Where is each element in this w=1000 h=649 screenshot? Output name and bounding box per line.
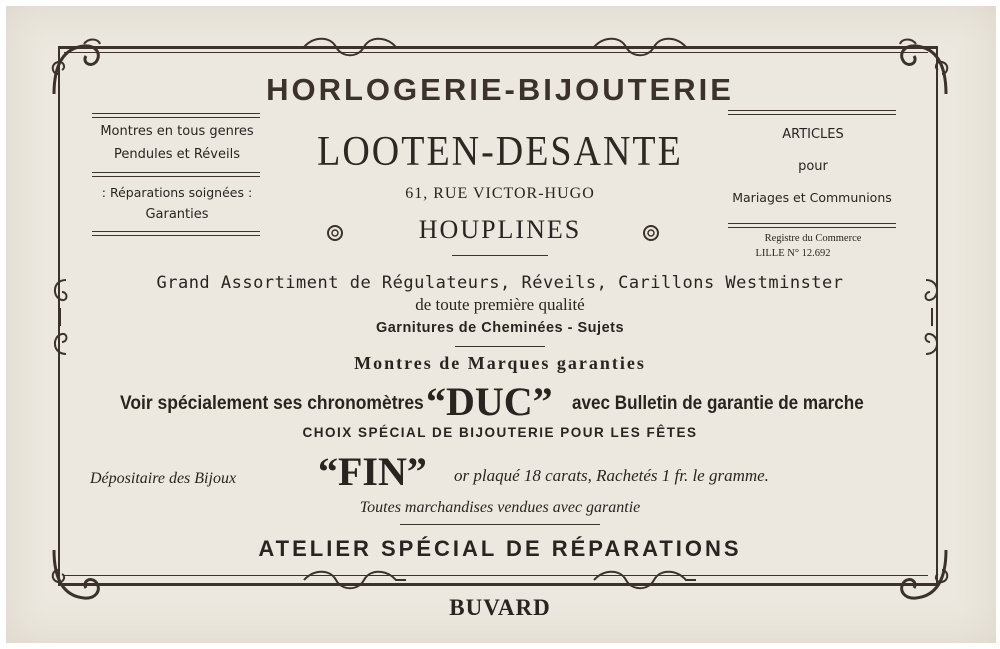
watches-line: Montres de Marques garanties [354,353,646,373]
registry-line-1: Registre du Commerce [764,233,862,244]
duc-suffix: avec Bulletin de garantie de marche [572,393,864,414]
fin-suffix: or plaqué 18 carats, Rachetés 1 fr. le gramme. [454,466,769,485]
top-scroll-icon [300,36,410,58]
left-line-1: Montres en tous genres [100,124,254,139]
divider [455,346,545,347]
divider [452,255,548,256]
shop-address: 61, RUE VICTOR-HUGO [405,185,595,202]
divider [400,524,600,525]
duc-prefix: Voir spécialement ses chronomètres [120,393,424,414]
shop-town: HOUPLINES [418,215,582,244]
footer-label: BUVARD [449,595,551,620]
workshop-line: ATELIER SPÉCIAL DE RÉPARATIONS [258,536,742,561]
quality-line: de toute première qualité [415,295,585,314]
top-scroll-icon [590,36,700,58]
left-line-4: Garanties [145,207,209,222]
left-line-2: Pendules et Réveils [114,147,240,162]
bottom-scroll-icon [300,569,410,591]
right-line-3: Mariages et Communions [732,190,892,205]
fin-prefix: Dépositaire des Bijoux [90,470,237,487]
duc-brand: “DUC” [426,379,553,424]
flourish-icon [640,222,662,244]
bottom-scroll-icon [590,569,700,591]
divider [728,110,896,115]
right-line-2: pour [798,159,828,174]
divider [728,223,896,228]
left-line-3: : Réparations soignées : [101,185,253,200]
divider [92,113,260,118]
garnitures-line: Garnitures de Cheminées - Sujets [375,320,625,336]
page-title: HORLOGERIE-BIJOUTERIE [266,72,734,107]
assortment-line: Grand Assortiment de Régulateurs, Réveils, Carillons Westminster [156,273,844,293]
flourish-icon [324,222,346,244]
fin-brand: “FIN” [318,449,427,494]
right-line-1: ARTICLES [782,127,844,142]
shop-name: LOOTEN-DESANTE [317,128,683,176]
registry-line-2: LILLE N° 12.692 [755,248,831,259]
jewelry-choice: CHOIX SPÉCIAL DE BIJOUTERIE POUR LES FÊTES [302,425,698,440]
guarantee-line: Toutes marchandises vendues avec garantie [359,499,641,516]
